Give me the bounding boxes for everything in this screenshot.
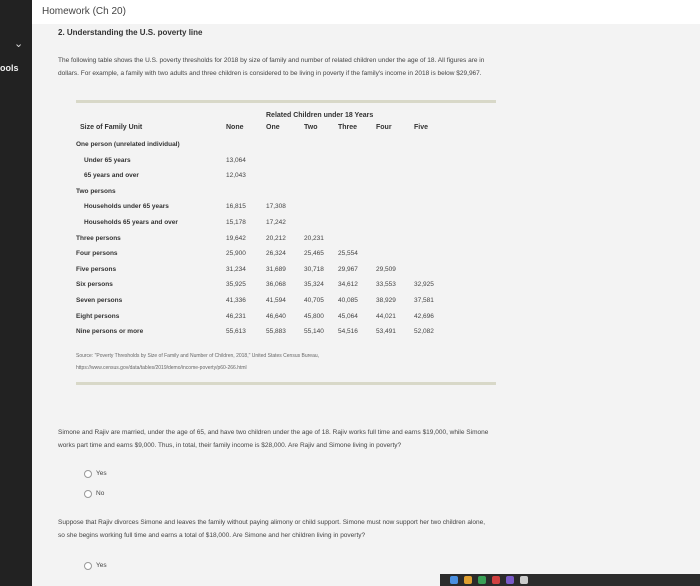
table-cell: 15,178 <box>226 219 246 226</box>
question-title: 2. Understanding the U.S. poverty line <box>58 28 203 37</box>
table-row <box>76 169 456 184</box>
intro-line-1: The following table shows the U.S. poverty thresholds for 2018 by size of family and number of related children under the age of 18. All figures are in <box>58 57 485 64</box>
table-cell: 46,640 <box>266 312 286 320</box>
table-cell: 33,553 <box>376 281 396 289</box>
table-cell: 52,082 <box>414 328 434 336</box>
taskbar <box>440 574 700 586</box>
browser-icon[interactable] <box>450 576 458 584</box>
table-source <box>76 350 319 374</box>
table-row <box>76 138 456 153</box>
row-label: Eight persons <box>76 312 120 320</box>
table-cell: 45,064 <box>338 312 358 320</box>
table-cell: 37,581 <box>414 297 434 304</box>
source-line-2[interactable]: https://www.census.gov/data/tables/2019/demo/income-poverty/p60-266.html <box>76 365 247 371</box>
table-cell: 13,064 <box>226 156 246 164</box>
table-cell: 32,925 <box>414 281 434 289</box>
col-header-five: Five <box>414 124 429 131</box>
table-cell: 29,509 <box>376 265 396 273</box>
mail-icon[interactable] <box>492 576 500 584</box>
table-cell: 54,516 <box>338 328 358 336</box>
col-header-three: Three <box>338 124 358 131</box>
header-bar <box>32 0 700 25</box>
row-label: 65 years and over <box>84 172 139 180</box>
table-cell: 38,929 <box>376 297 396 304</box>
col-header-two: Two <box>304 124 318 131</box>
q1-yes-radio[interactable] <box>84 470 92 478</box>
table-cell: 20,212 <box>266 234 286 242</box>
row-label: Three persons <box>76 234 121 242</box>
row-label: Nine persons or more <box>76 328 144 336</box>
table-row <box>76 263 456 278</box>
table-cell: 31,234 <box>226 265 246 273</box>
table-cell: 55,883 <box>266 328 286 336</box>
question-intro <box>58 54 618 80</box>
table-cell: 41,594 <box>266 297 286 304</box>
col-header-none: None <box>226 124 244 131</box>
table-cell: 55,140 <box>304 328 324 336</box>
col-header-one: One <box>266 124 280 131</box>
table-row <box>76 185 456 200</box>
q2-yes-radio[interactable] <box>84 562 92 570</box>
q1-line-1: Simone and Rajiv are married, under the age of 65, and have two children under the age of 18. Rajiv works full time and earns $19,000, while Simone <box>58 429 489 436</box>
q1-no-label[interactable]: No <box>96 490 105 497</box>
table-cell: 55,613 <box>226 328 246 336</box>
table-row <box>76 216 456 231</box>
table-cell: 20,231 <box>304 234 324 242</box>
row-label: Six persons <box>76 281 113 289</box>
q2-yes-label[interactable]: Yes <box>96 562 107 569</box>
table-group-header: Related Children under 18 Years <box>266 112 374 119</box>
q1-no-radio[interactable] <box>84 490 92 498</box>
left-sidebar <box>0 0 32 586</box>
q2-line-1: Suppose that Rajiv divorces Simone and leaves the family without paying alimony or child support. Simone must now support her two children alone, <box>58 519 486 526</box>
table-row <box>76 200 456 215</box>
media-icon[interactable] <box>506 576 514 584</box>
intro-line-2: dollars. For example, a family with two adults and three children is considered to be living in poverty if the family's income in 2018 is below $29,967. <box>58 70 482 77</box>
question-part-2 <box>58 516 638 542</box>
row-label: Under 65 years <box>84 156 131 164</box>
table-cell: 40,085 <box>338 297 358 304</box>
row-label: Seven persons <box>76 297 123 304</box>
table-cell: 19,642 <box>226 234 246 242</box>
table-row <box>76 247 456 262</box>
chevron-down-icon[interactable]: ⌄ <box>14 37 24 50</box>
tools-label[interactable]: ools <box>0 63 19 73</box>
table-cell: 31,689 <box>266 265 286 273</box>
q1-yes-label[interactable]: Yes <box>96 470 107 477</box>
table-cell: 26,324 <box>266 250 286 258</box>
table-cell: 12,043 <box>226 172 246 180</box>
row-label: Five persons <box>76 265 117 273</box>
col-header-size: Size of Family Unit <box>80 124 143 131</box>
table-row <box>76 310 456 325</box>
folder-icon[interactable] <box>464 576 472 584</box>
table-row <box>76 278 456 293</box>
table-cell: 17,242 <box>266 219 286 226</box>
table-cell: 46,231 <box>226 312 246 320</box>
q2-line-2: so she begins working full time and earns a total of $18,000. Are Simone and her children living in poverty? <box>58 532 366 539</box>
table-cell: 17,308 <box>266 203 286 211</box>
source-line-1: Source: "Poverty Thresholds by Size of Family and Number of Children, 2018," United States Census Bureau, <box>76 353 320 359</box>
app-icon[interactable] <box>478 576 486 584</box>
q1-line-2: works part time and earns $9,000. Thus, in total, their family income is $28,000. Are Rajiv and Simone living in poverty? <box>58 442 402 449</box>
table-cell: 29,967 <box>338 265 358 273</box>
row-label: One person (unrelated individual) <box>76 141 180 148</box>
table-cell: 44,021 <box>376 312 396 320</box>
row-label: Households 65 years and over <box>84 219 178 226</box>
row-label: Four persons <box>76 250 118 258</box>
table-row <box>76 325 456 340</box>
table-cell: 41,336 <box>226 297 246 304</box>
settings-icon[interactable] <box>520 576 528 584</box>
table-row <box>76 294 456 309</box>
table-cell: 35,925 <box>226 281 246 289</box>
question-part-1 <box>58 426 638 452</box>
table-cell: 42,696 <box>414 312 434 320</box>
table-cell: 36,068 <box>266 281 286 289</box>
table-cell: 25,554 <box>338 250 358 258</box>
row-label: Two persons <box>76 187 116 195</box>
table-cell: 25,900 <box>226 250 246 258</box>
table-cell: 16,815 <box>226 203 246 211</box>
table-bottom-rule <box>76 382 496 385</box>
assignment-title: Homework (Ch 20) <box>42 6 126 17</box>
table-cell: 40,705 <box>304 297 324 304</box>
table-row <box>76 232 456 247</box>
table-cell: 25,465 <box>304 250 324 258</box>
table-row <box>76 154 456 169</box>
table-cell: 35,324 <box>304 281 324 289</box>
table-cell: 45,800 <box>304 312 324 320</box>
col-header-four: Four <box>376 124 392 131</box>
table-cell: 34,612 <box>338 281 358 289</box>
table-cell: 53,491 <box>376 328 396 336</box>
table-cell: 30,718 <box>304 265 324 273</box>
table-top-rule <box>76 100 496 103</box>
row-label: Households under 65 years <box>84 203 169 211</box>
question-content <box>32 24 700 586</box>
